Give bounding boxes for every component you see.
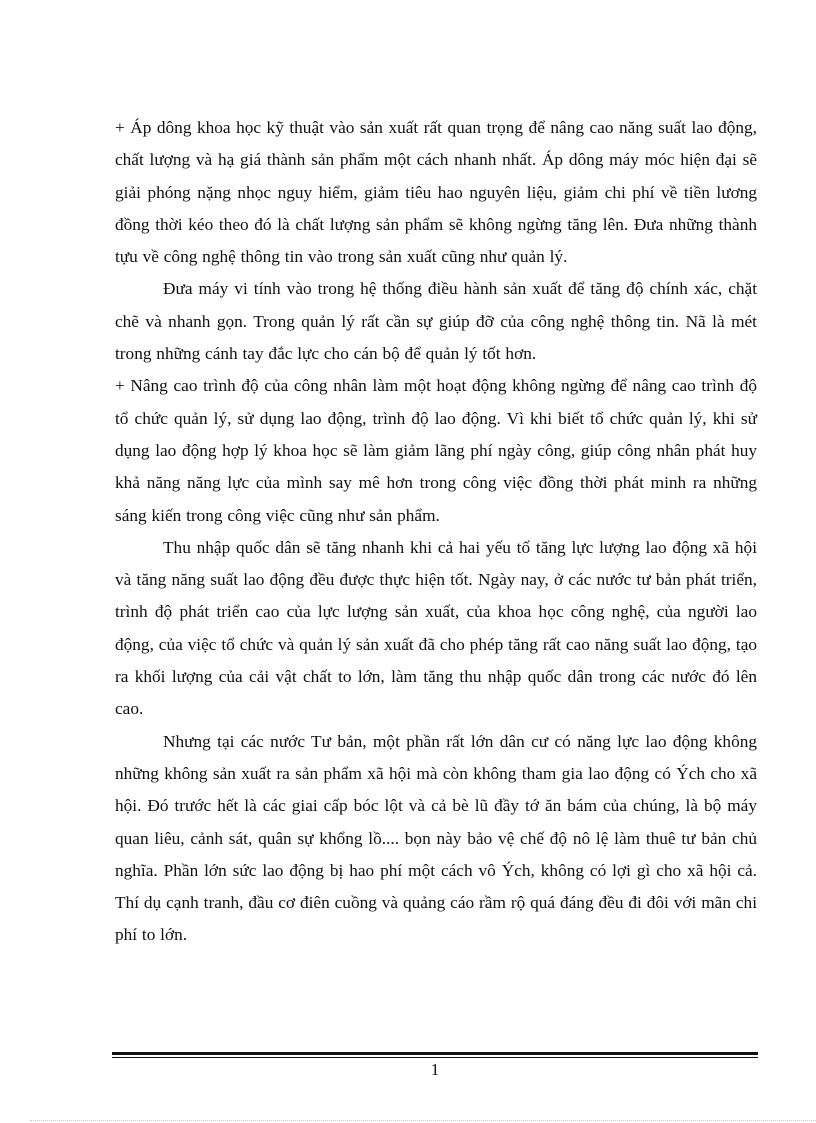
page-number: 1 xyxy=(430,1060,440,1079)
paragraph-computerization: Đưa máy vi tính vào trong hệ thống điều hành sản xuất để tăng độ chính xác, chặt chẽ và nhanh gọn. Trong quản lý rất cần sự giúp đỡ của công nghệ thông tin. Nã là mét trong những cánh tay đắc lực cho cán bộ để quản lý tốt hơn. xyxy=(115,279,757,364)
paragraph-national-income: Thu nhập quốc dân sẽ tăng nhanh khi cả hai yếu tố tăng lực lượng lao động xã hội và tăng năng suất lao động đều được thực hiện tốt. Ngày nay, ở các nước tư bản phát triển, trình độ phát triển cao của lực lượng sản xuất, của khoa học công nghệ, của người lao động, của việc tổ chức và quản lý sản xuất đã cho phép tăng rất cao năng suất lao động, tạo ra khối lượng của cải vật chất to lớn, làm tăng thu nhập quốc dân trong các nước đó lên cao. xyxy=(115,537,757,719)
paragraph-worker-skills: + Nâng cao trình độ của công nhân làm một hoạt động không ngừng để nâng cao trình độ tổ chức quản lý, sử dụng lao động, trình độ lao động. Vì khi biết tổ chức quản lý, khi sử dụng lao động hợp lý khoa học sẽ làm giảm lãng phí ngày công, giúp công nhân phát huy khả năng năng lực của mình say mê hơn trong công việc đồng thời phát minh ra những sáng kiến trong công việc cũng như sản phẩm. xyxy=(115,376,757,525)
page-bottom-edge xyxy=(30,1120,816,1121)
footer-rule-thin xyxy=(112,1057,758,1058)
paragraph-capitalist-countries: Nhưng tại các nước Tư bản, một phần rất lớn dân cư có năng lực lao động không những không sản xuất ra sản phẩm xã hội mà còn không tham gia lao động có Ých cho xã hội. Đó trước hết là các giai cấp bóc lột và cả bè lũ đầy tớ ăn bám của chúng, là bộ máy quan liêu, cảnh sát, quân sự khổng lồ.... bọn này bảo vệ chế độ nô lệ làm thuê tư bản chủ nghĩa. Phần lớn sức lao động bị hao phí một cách vô Ých, không có lợi gì cho xã hội cả. Thí dụ cạnh tranh, đầu cơ điên cuồng và quảng cáo rầm rộ quá đáng đều đi đôi với mãn chi phí to lớn. xyxy=(115,731,757,945)
paragraph-technology-application: + Áp dông khoa học kỹ thuật vào sản xuất rất quan trọng để nâng cao năng suất lao động, chất lượng và hạ giá thành sản phẩm một cách nhanh nhất. Áp dông máy móc hiện đại sẽ giải phóng nặng nhọc nguy hiểm, giảm tiêu hao nguyên liệu, giảm chi phí về tiền lương đồng thời kéo theo đó là chất lượng sản phẩm sẽ không ngừng tăng lên. Đưa những thành tựu về công nghệ thông tin vào trong sản xuất cũng như quản lý. xyxy=(115,118,757,267)
footer-rule-thick xyxy=(112,1052,758,1055)
body-text xyxy=(115,112,757,952)
